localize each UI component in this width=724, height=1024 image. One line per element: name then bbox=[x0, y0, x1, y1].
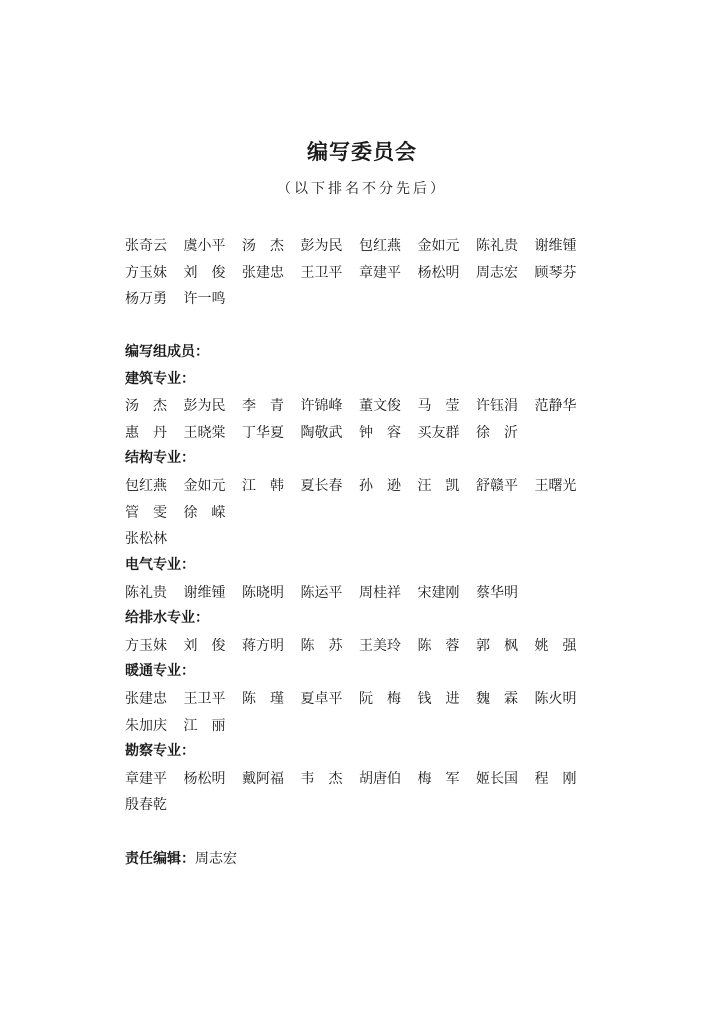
member-name: 丁华夏 bbox=[242, 425, 284, 442]
member-name: 杨松明 bbox=[183, 770, 226, 787]
member-name: 阮 梅 bbox=[359, 691, 401, 708]
name-row bbox=[125, 711, 595, 738]
member-name: 许钰涓 bbox=[476, 398, 518, 415]
member-name: 彭为民 bbox=[300, 238, 343, 255]
name-row bbox=[125, 259, 595, 286]
member-name: 陈 蓉 bbox=[417, 637, 460, 654]
name-row bbox=[125, 685, 595, 712]
member-name: 许一鸣 bbox=[183, 291, 226, 308]
member-name: 王美玲 bbox=[359, 637, 401, 654]
name-row bbox=[125, 632, 595, 659]
section-heading: 电气专业： bbox=[125, 556, 195, 573]
member-name: 姚 强 bbox=[534, 637, 577, 654]
member-name: 金如元 bbox=[183, 478, 226, 495]
section-names bbox=[125, 632, 595, 659]
member-name: 陶敬武 bbox=[300, 425, 343, 442]
section-heading: 结构专业： bbox=[125, 450, 195, 467]
member-name: 马 莹 bbox=[417, 398, 460, 415]
member-name: 汤 杰 bbox=[242, 238, 284, 255]
section-names bbox=[125, 765, 595, 818]
member-name: 江 韩 bbox=[242, 478, 284, 495]
member-name: 胡唐伯 bbox=[359, 770, 401, 787]
member-name: 江 丽 bbox=[183, 717, 226, 734]
editor-line bbox=[125, 846, 595, 873]
name-row bbox=[125, 578, 595, 605]
member-name: 章建平 bbox=[125, 770, 167, 787]
page-title: 编写委员会 bbox=[307, 140, 417, 164]
member-name: 蒋方明 bbox=[242, 637, 284, 654]
member-name: 朱加庆 bbox=[125, 717, 167, 734]
section-names bbox=[125, 685, 595, 738]
member-name: 方玉妹 bbox=[125, 264, 167, 281]
member-name: 蔡华明 bbox=[476, 584, 518, 601]
member-name: 陈晓明 bbox=[242, 584, 284, 601]
member-name: 王曙光 bbox=[534, 478, 577, 495]
member-name: 徐 沂 bbox=[476, 425, 518, 442]
member-name: 钱 进 bbox=[417, 691, 460, 708]
member-name: 杨松明 bbox=[417, 264, 460, 281]
member-name: 郭 枫 bbox=[476, 637, 518, 654]
member-name: 钟 容 bbox=[359, 425, 401, 442]
section-heading: 给排水专业： bbox=[125, 609, 209, 626]
member-name: 李 青 bbox=[242, 398, 284, 415]
section-names bbox=[125, 392, 595, 445]
member-name: 刘 俊 bbox=[183, 637, 226, 654]
name-row bbox=[125, 765, 595, 792]
member-name: 王晓棠 bbox=[183, 425, 226, 442]
name-row bbox=[125, 392, 595, 419]
member-name: 殷春乾 bbox=[125, 797, 167, 814]
member-name: 梅 军 bbox=[417, 770, 460, 787]
editor-label: 责任编辑： bbox=[125, 851, 195, 867]
member-name: 章建平 bbox=[359, 264, 401, 281]
member-name: 徐 嵘 bbox=[183, 504, 226, 521]
member-name: 陈 苏 bbox=[300, 637, 343, 654]
member-name: 夏长春 bbox=[300, 478, 343, 495]
member-name: 张建忠 bbox=[242, 264, 284, 281]
member-name: 程 刚 bbox=[534, 770, 577, 787]
member-name: 杨万勇 bbox=[125, 291, 167, 308]
section-names bbox=[125, 472, 595, 552]
member-name: 姬长国 bbox=[476, 770, 518, 787]
member-name: 谢维锺 bbox=[183, 584, 226, 601]
page-subtitle: （以下排名不分先后） bbox=[277, 181, 447, 197]
member-name: 包红燕 bbox=[359, 238, 401, 255]
committee-list bbox=[125, 232, 595, 312]
member-name: 汪 凯 bbox=[417, 478, 460, 495]
member-name: 韦 杰 bbox=[300, 770, 343, 787]
member-name: 董文俊 bbox=[359, 398, 401, 415]
section-heading: 建筑专业： bbox=[125, 370, 195, 387]
member-name: 张松林 bbox=[125, 531, 167, 548]
member-name: 惠 丹 bbox=[125, 425, 167, 442]
member-name: 汤 杰 bbox=[125, 398, 167, 415]
member-name: 谢维锺 bbox=[534, 238, 577, 255]
section-names bbox=[125, 578, 595, 605]
member-name: 张奇云 bbox=[125, 238, 167, 255]
member-name: 顾琴芬 bbox=[534, 264, 577, 281]
member-name: 许锦峰 bbox=[300, 398, 343, 415]
name-row bbox=[125, 791, 595, 818]
member-name: 王卫平 bbox=[300, 264, 343, 281]
member-name: 舒赣平 bbox=[476, 478, 518, 495]
member-name: 方玉妹 bbox=[125, 637, 167, 654]
member-name: 管 雯 bbox=[125, 504, 167, 521]
name-row bbox=[125, 232, 595, 259]
member-name: 包红燕 bbox=[125, 478, 167, 495]
editor-block bbox=[125, 846, 595, 873]
member-name: 宋建刚 bbox=[417, 584, 460, 601]
name-row bbox=[125, 285, 595, 312]
name-row bbox=[125, 419, 595, 446]
section-heading: 暖通专业： bbox=[125, 663, 195, 680]
member-name: 刘 俊 bbox=[183, 264, 226, 281]
member-name: 周志宏 bbox=[476, 264, 518, 281]
name-row bbox=[125, 499, 595, 526]
member-name: 陈火明 bbox=[534, 691, 577, 708]
member-name: 金如元 bbox=[417, 238, 460, 255]
member-name: 魏 霖 bbox=[476, 691, 518, 708]
member-name: 陈礼贵 bbox=[125, 584, 167, 601]
name-row bbox=[125, 525, 595, 552]
editor-name: 周志宏 bbox=[195, 851, 237, 867]
member-name: 陈 瑾 bbox=[242, 691, 284, 708]
member-name: 王卫平 bbox=[183, 691, 226, 708]
section-heading: 勘察专业： bbox=[125, 742, 195, 759]
member-name: 陈运平 bbox=[300, 584, 343, 601]
member-name: 陈礼贵 bbox=[476, 238, 518, 255]
member-name: 戴阿福 bbox=[242, 770, 284, 787]
member-name: 范静华 bbox=[534, 398, 577, 415]
member-name: 孙 逊 bbox=[359, 478, 401, 495]
member-name: 买友群 bbox=[417, 425, 460, 442]
member-name: 周桂祥 bbox=[359, 584, 401, 601]
member-name: 夏卓平 bbox=[300, 691, 343, 708]
member-name: 张建忠 bbox=[125, 691, 167, 708]
name-row bbox=[125, 472, 595, 499]
writing-group bbox=[125, 339, 595, 818]
member-name: 虞小平 bbox=[183, 238, 226, 255]
member-name: 彭为民 bbox=[183, 398, 226, 415]
group-heading: 编写组成员： bbox=[125, 344, 209, 360]
